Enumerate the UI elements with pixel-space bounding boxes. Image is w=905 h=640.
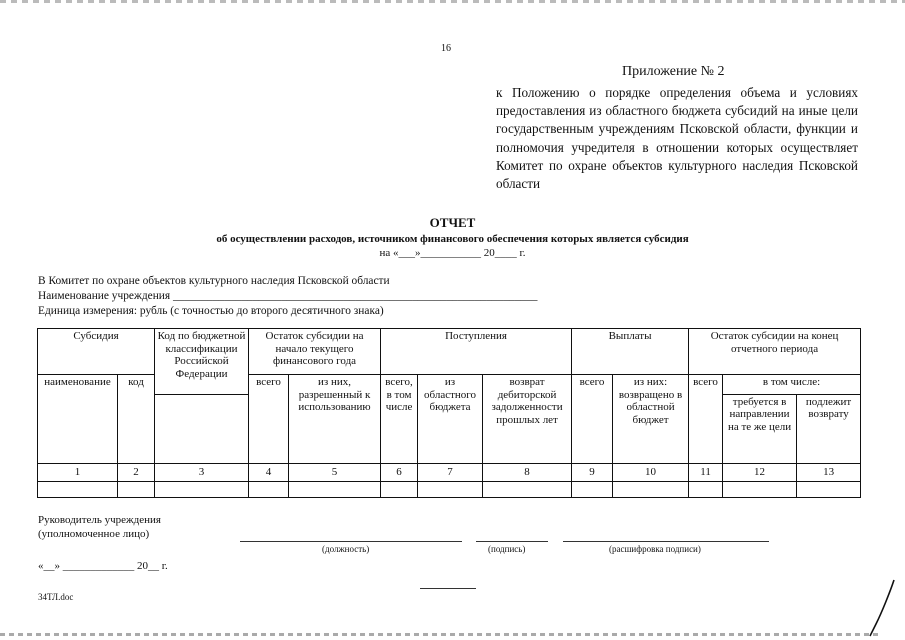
unit-line: Единица измерения: рубль (с точностью до второго десятичного знака) [38,305,384,317]
spacer-cell [155,394,249,463]
decode-line [563,541,769,542]
column-number: 2 [118,463,155,481]
column-number: 11 [689,463,723,481]
scan-edge-top [0,0,905,3]
column-number: 12 [723,463,797,481]
institution-line: Наименование учреждения ________________________________________________________________ [38,290,538,302]
pen-stroke-mark [868,578,898,638]
footer-short-line [420,588,476,589]
header-total-incl: всего, в том числе [381,375,418,464]
date-line: «__» _____________ 20__ г. [38,560,168,572]
header-returned: из них: возвращено в областной бюджет [613,375,689,464]
signature-line [476,541,548,542]
report-table [37,328,861,498]
column-number: 8 [483,463,572,481]
header-receivables: возврат дебиторской задолженности прошлых лет [483,375,572,464]
column-number: 4 [249,463,289,481]
scan-edge-bottom [0,633,880,636]
position-caption: (должность) [322,544,370,554]
column-number: 1 [38,463,118,481]
empty-data-row [38,481,861,498]
column-number: 10 [613,463,689,481]
header-total-9: всего [572,375,613,464]
header-allowed-use: из них, разрешенный к использованию [289,375,381,464]
column-number: 3 [155,463,249,481]
header-to-return: подлежит возврату [797,394,861,463]
head-label-2: (уполномоченное лицо) [38,528,150,540]
signature-caption: (подпись) [488,544,526,554]
header-required: требуется в направлении на те же цели [723,394,797,463]
report-date-line: на «___»___________ 20____ г. [379,247,526,259]
header-balance-end: Остаток субсидии на конец отчетного периода [689,329,861,375]
column-number: 13 [797,463,861,481]
column-number: 9 [572,463,613,481]
file-name: 34ТЛ.doc [38,592,74,602]
header-balance-start: Остаток субсидии на начало текущего финансового года [249,329,381,375]
column-number: 7 [418,463,483,481]
header-subsidy: Субсидия [38,329,155,375]
column-number: 5 [289,463,381,481]
header-from-budget: из областного бюджета [418,375,483,464]
report-title: ОТЧЕТ [429,215,476,230]
appendix-title: Приложение № 2 [622,64,725,79]
header-total-11: всего [689,375,723,464]
decode-caption: (расшифровка подписи) [609,544,701,554]
header-payments: Выплаты [572,329,689,375]
report-subtitle: об осуществлении расходов, источником финансового обеспечения которых является субсидия [216,233,689,245]
head-label: Руководитель учреждения [38,514,161,526]
header-incl: в том числе: [723,375,861,395]
header-name: наименование [38,375,118,464]
recipient-line: В Комитет по охране объектов культурного наследия Псковской области [38,275,390,287]
header-receipts: Поступления [381,329,572,375]
page-number: 16 [441,43,451,54]
header-total-4: всего [249,375,289,464]
appendix-body: к Положению о порядке определения объема и условиях предоставления из областного бюджета субсидий на иные цели государственным учреждениям Псковской области, функции и полномочия учредителя в отношении которых осуществляет Комитет по охране объектов культурного наследия Псковской области [496,85,858,192]
column-number: 6 [381,463,418,481]
column-number-row [38,463,861,481]
position-line [240,541,462,542]
header-code: код [118,375,155,464]
header-code-bk: Код по бюджетной классификации Российской Федерации [155,329,249,395]
